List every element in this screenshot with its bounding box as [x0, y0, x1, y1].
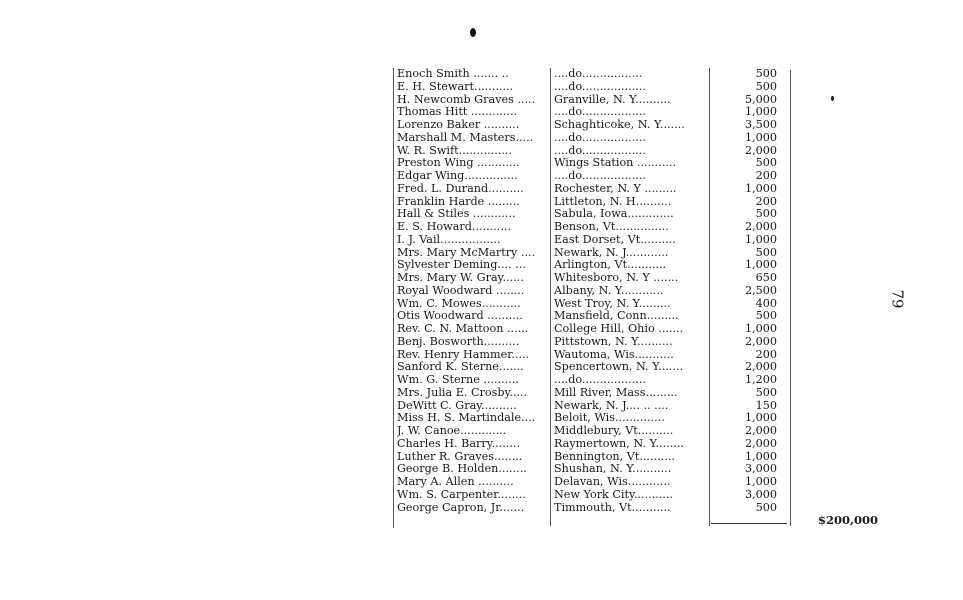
subscription-amount: 1,000 [744, 450, 777, 463]
subscription-amount: 1,200 [744, 374, 777, 386]
subscriber-place: Middlebury, Vt.......... [554, 425, 674, 437]
subscriber-name: W. R. Swift............... [397, 144, 512, 157]
table-row [393, 247, 793, 260]
subscription-amount: 2,000 [744, 221, 777, 233]
subscription-amount: 1,000 [744, 259, 777, 272]
subscriber-place: Sabula, Iowa............. [554, 208, 674, 221]
subscription-amount: 2,000 [744, 335, 777, 348]
table-row [393, 183, 793, 196]
ledger-rows [393, 68, 793, 514]
table-row [393, 323, 793, 336]
subscriber-name: Franklin Harde ......... [397, 195, 520, 208]
subscriber-name: George B. Holden........ [397, 463, 527, 476]
subscription-amount: 500 [755, 80, 777, 93]
table-row [393, 387, 793, 400]
subscriber-name: Wm. C. Mowes........... [397, 297, 521, 310]
table-row [393, 425, 793, 438]
subscription-amount: 5,000 [744, 93, 777, 106]
subscription-amount: 2,500 [744, 284, 777, 297]
subscriber-place: Spencertown, N. Y....... [554, 361, 684, 374]
subscriber-name: E. S. Howard........... [397, 221, 512, 233]
table-row [393, 145, 793, 158]
subscription-amount: 3,000 [744, 463, 777, 476]
subscription-amount: 500 [755, 68, 777, 80]
subscription-amount: 1,000 [744, 182, 777, 195]
subscription-amount: 1,000 [744, 323, 777, 335]
subscriber-name: Enoch Smith ....... .. [397, 68, 509, 80]
table-row [393, 196, 793, 209]
subscription-amount: 500 [755, 386, 777, 399]
subscription-amount: 200 [755, 195, 777, 208]
subscriber-place: ....do.................. [554, 131, 646, 144]
subscriber-name: Preston Wing ............ [397, 157, 520, 170]
page-number: 79 [888, 289, 907, 309]
table-row [393, 438, 793, 451]
subscription-amount: 3,500 [744, 119, 777, 131]
subscriber-name: Charles H. Barry........ [397, 437, 521, 450]
subscriber-name: Mrs. Mary McMartry .... [397, 246, 536, 259]
subscriber-name: Mary A. Allen .......... [397, 476, 514, 488]
subscriber-place: Granville, N. Y.......... [554, 93, 671, 106]
table-row [393, 463, 793, 476]
subscriber-place: New York City........... [554, 488, 673, 501]
subscription-amount: 500 [755, 310, 777, 323]
subscriber-name: Benj. Bosworth.......... [397, 335, 520, 348]
subscription-amount: 2,000 [744, 425, 777, 437]
subscriber-place: Albany, N. Y............ [554, 284, 664, 297]
subscriber-place: ....do.................. [554, 170, 646, 182]
subscriber-place: Schaghticoke, N. Y....... [554, 119, 685, 131]
subscription-amount: 200 [755, 170, 777, 182]
subscriber-name: I. J. Vail................. [397, 233, 501, 246]
subscriber-name: Thomas Hitt ............. [397, 106, 518, 119]
subscription-amount: 400 [755, 297, 777, 310]
table-row [393, 132, 793, 145]
subscriber-place: Wings Station ........... [554, 157, 677, 170]
subscriber-name: Wm. G. Sterne .......... [397, 374, 519, 386]
subscription-ledger [393, 68, 793, 514]
subscriber-name: Luther R. Graves........ [397, 450, 523, 463]
subscriber-place: Timmouth, Vt........... [554, 501, 671, 514]
table-row [393, 298, 793, 311]
subscription-amount: 2,000 [744, 361, 777, 374]
subscriber-place: Newark, N. J............ [554, 246, 669, 259]
subscriber-place: ....do.................. [554, 144, 646, 157]
subscriber-place: ....do.................. [554, 80, 646, 93]
subscriber-name: George Capron, Jr....... [397, 501, 525, 514]
subscriber-name: Rev. C. N. Mattoon ...... [397, 323, 529, 335]
subscriber-name: Edgar Wing............... [397, 170, 518, 182]
subscriber-name: DeWitt C. Gray.......... [397, 399, 517, 412]
subscriber-name: J. W. Canoe............. [397, 425, 507, 437]
table-row [393, 502, 793, 515]
subscriber-place: Rochester, N. Y ......... [554, 182, 677, 195]
table-row [393, 451, 793, 464]
table-row [393, 361, 793, 374]
subscriber-name: Wm. S. Carpenter........ [397, 488, 526, 501]
subscription-amount: 2,000 [744, 144, 777, 157]
subscription-amount: 500 [755, 157, 777, 170]
subscription-amount: 500 [755, 501, 777, 514]
subscriber-name: Marshall M. Masters..... [397, 131, 534, 144]
subscription-amount: 200 [755, 348, 777, 361]
subscription-amount: 1,000 [744, 476, 777, 488]
subscriber-place: Benson, Vt............... [554, 221, 669, 233]
sum-rule [711, 523, 787, 524]
subscriber-place: Pittstown, N. Y.......... [554, 335, 673, 348]
table-row [393, 259, 793, 272]
subscriber-place: Mill River, Mass......... [554, 386, 678, 399]
table-row [393, 412, 793, 425]
subscription-amount: 3,000 [744, 488, 777, 501]
table-row [393, 94, 793, 107]
subscriber-name: Sanford K. Sterne....... [397, 361, 524, 374]
subscription-amount: 1,000 [744, 131, 777, 144]
table-row [393, 119, 793, 132]
subscriber-name: Royal Woodward ........ [397, 284, 525, 297]
table-row [393, 272, 793, 285]
subscriber-place: Delavan, Wis............ [554, 476, 671, 488]
table-row [393, 157, 793, 170]
subscription-amount: 2,000 [744, 437, 777, 450]
subscriber-place: Littleton, N. H.......... [554, 195, 672, 208]
table-row [393, 81, 793, 94]
subscriber-place: ....do.................. [554, 374, 646, 386]
subscriber-place: East Dorset, Vt.......... [554, 233, 676, 246]
table-row [393, 374, 793, 387]
subscription-amount: 1,000 [744, 106, 777, 119]
table-row [393, 221, 793, 234]
subscriber-name: E. H. Stewart........... [397, 80, 514, 93]
subscriber-name: Otis Woodward .......... [397, 310, 523, 323]
table-row [393, 234, 793, 247]
subscriber-name: Hall & Stiles ............ [397, 208, 516, 221]
subscriber-place: Wautoma, Wis........... [554, 348, 674, 361]
subscriber-place: ....do.................. [554, 106, 646, 119]
table-row [393, 106, 793, 119]
subscriber-name: Mrs. Mary W. Gray...... [397, 272, 524, 284]
subscriber-name: H. Newcomb Graves ..... [397, 93, 536, 106]
table-row [393, 208, 793, 221]
table-row [393, 336, 793, 349]
subscriber-place: Bennington, Vt.......... [554, 450, 675, 463]
subscriber-place: Whitesboro, N. Y ....... [554, 272, 679, 284]
table-row [393, 476, 793, 489]
table-row [393, 170, 793, 183]
table-row [393, 489, 793, 502]
subscriber-place: Mansfield, Conn......... [554, 310, 679, 323]
subscriber-place: West Troy, N. Y......... [554, 297, 671, 310]
table-row [393, 400, 793, 413]
subscriber-place: College Hill, Ohio ....... [554, 323, 684, 335]
subscription-amount: 650 [755, 272, 777, 284]
subscriber-name: Fred. L. Durand.......... [397, 182, 524, 195]
ink-speck [831, 96, 834, 101]
subscription-amount: 1,000 [744, 233, 777, 246]
subscriber-place: Newark, N. J.... .. .... [554, 399, 669, 412]
table-row [393, 68, 793, 81]
subscription-amount: 500 [755, 246, 777, 259]
grand-total: $200,000 [818, 513, 879, 527]
table-row [393, 349, 793, 362]
table-row [393, 310, 793, 323]
subscriber-place: Shushan, N. Y........... [554, 463, 672, 476]
subscription-amount: 500 [755, 208, 777, 221]
subscriber-place: Beloit, Wis.............. [554, 412, 665, 425]
table-row [393, 285, 793, 298]
subscriber-name: Rev. Henry Hammer..... [397, 348, 530, 361]
ink-blot [470, 28, 476, 37]
subscriber-name: Sylvester Deming.... ... [397, 259, 526, 272]
subscriber-name: Mrs. Julia E. Crosby..... [397, 386, 528, 399]
subscriber-name: Lorenzo Baker .......... [397, 119, 520, 131]
subscriber-name: Miss H. S. Martindale.... [397, 412, 536, 425]
subscriber-place: Arlington, Vt........... [554, 259, 667, 272]
subscription-amount: 150 [755, 399, 777, 412]
subscriber-place: ....do................. [554, 68, 643, 80]
subscription-amount: 1,000 [744, 412, 777, 425]
subscriber-place: Raymertown, N. Y........ [554, 437, 684, 450]
